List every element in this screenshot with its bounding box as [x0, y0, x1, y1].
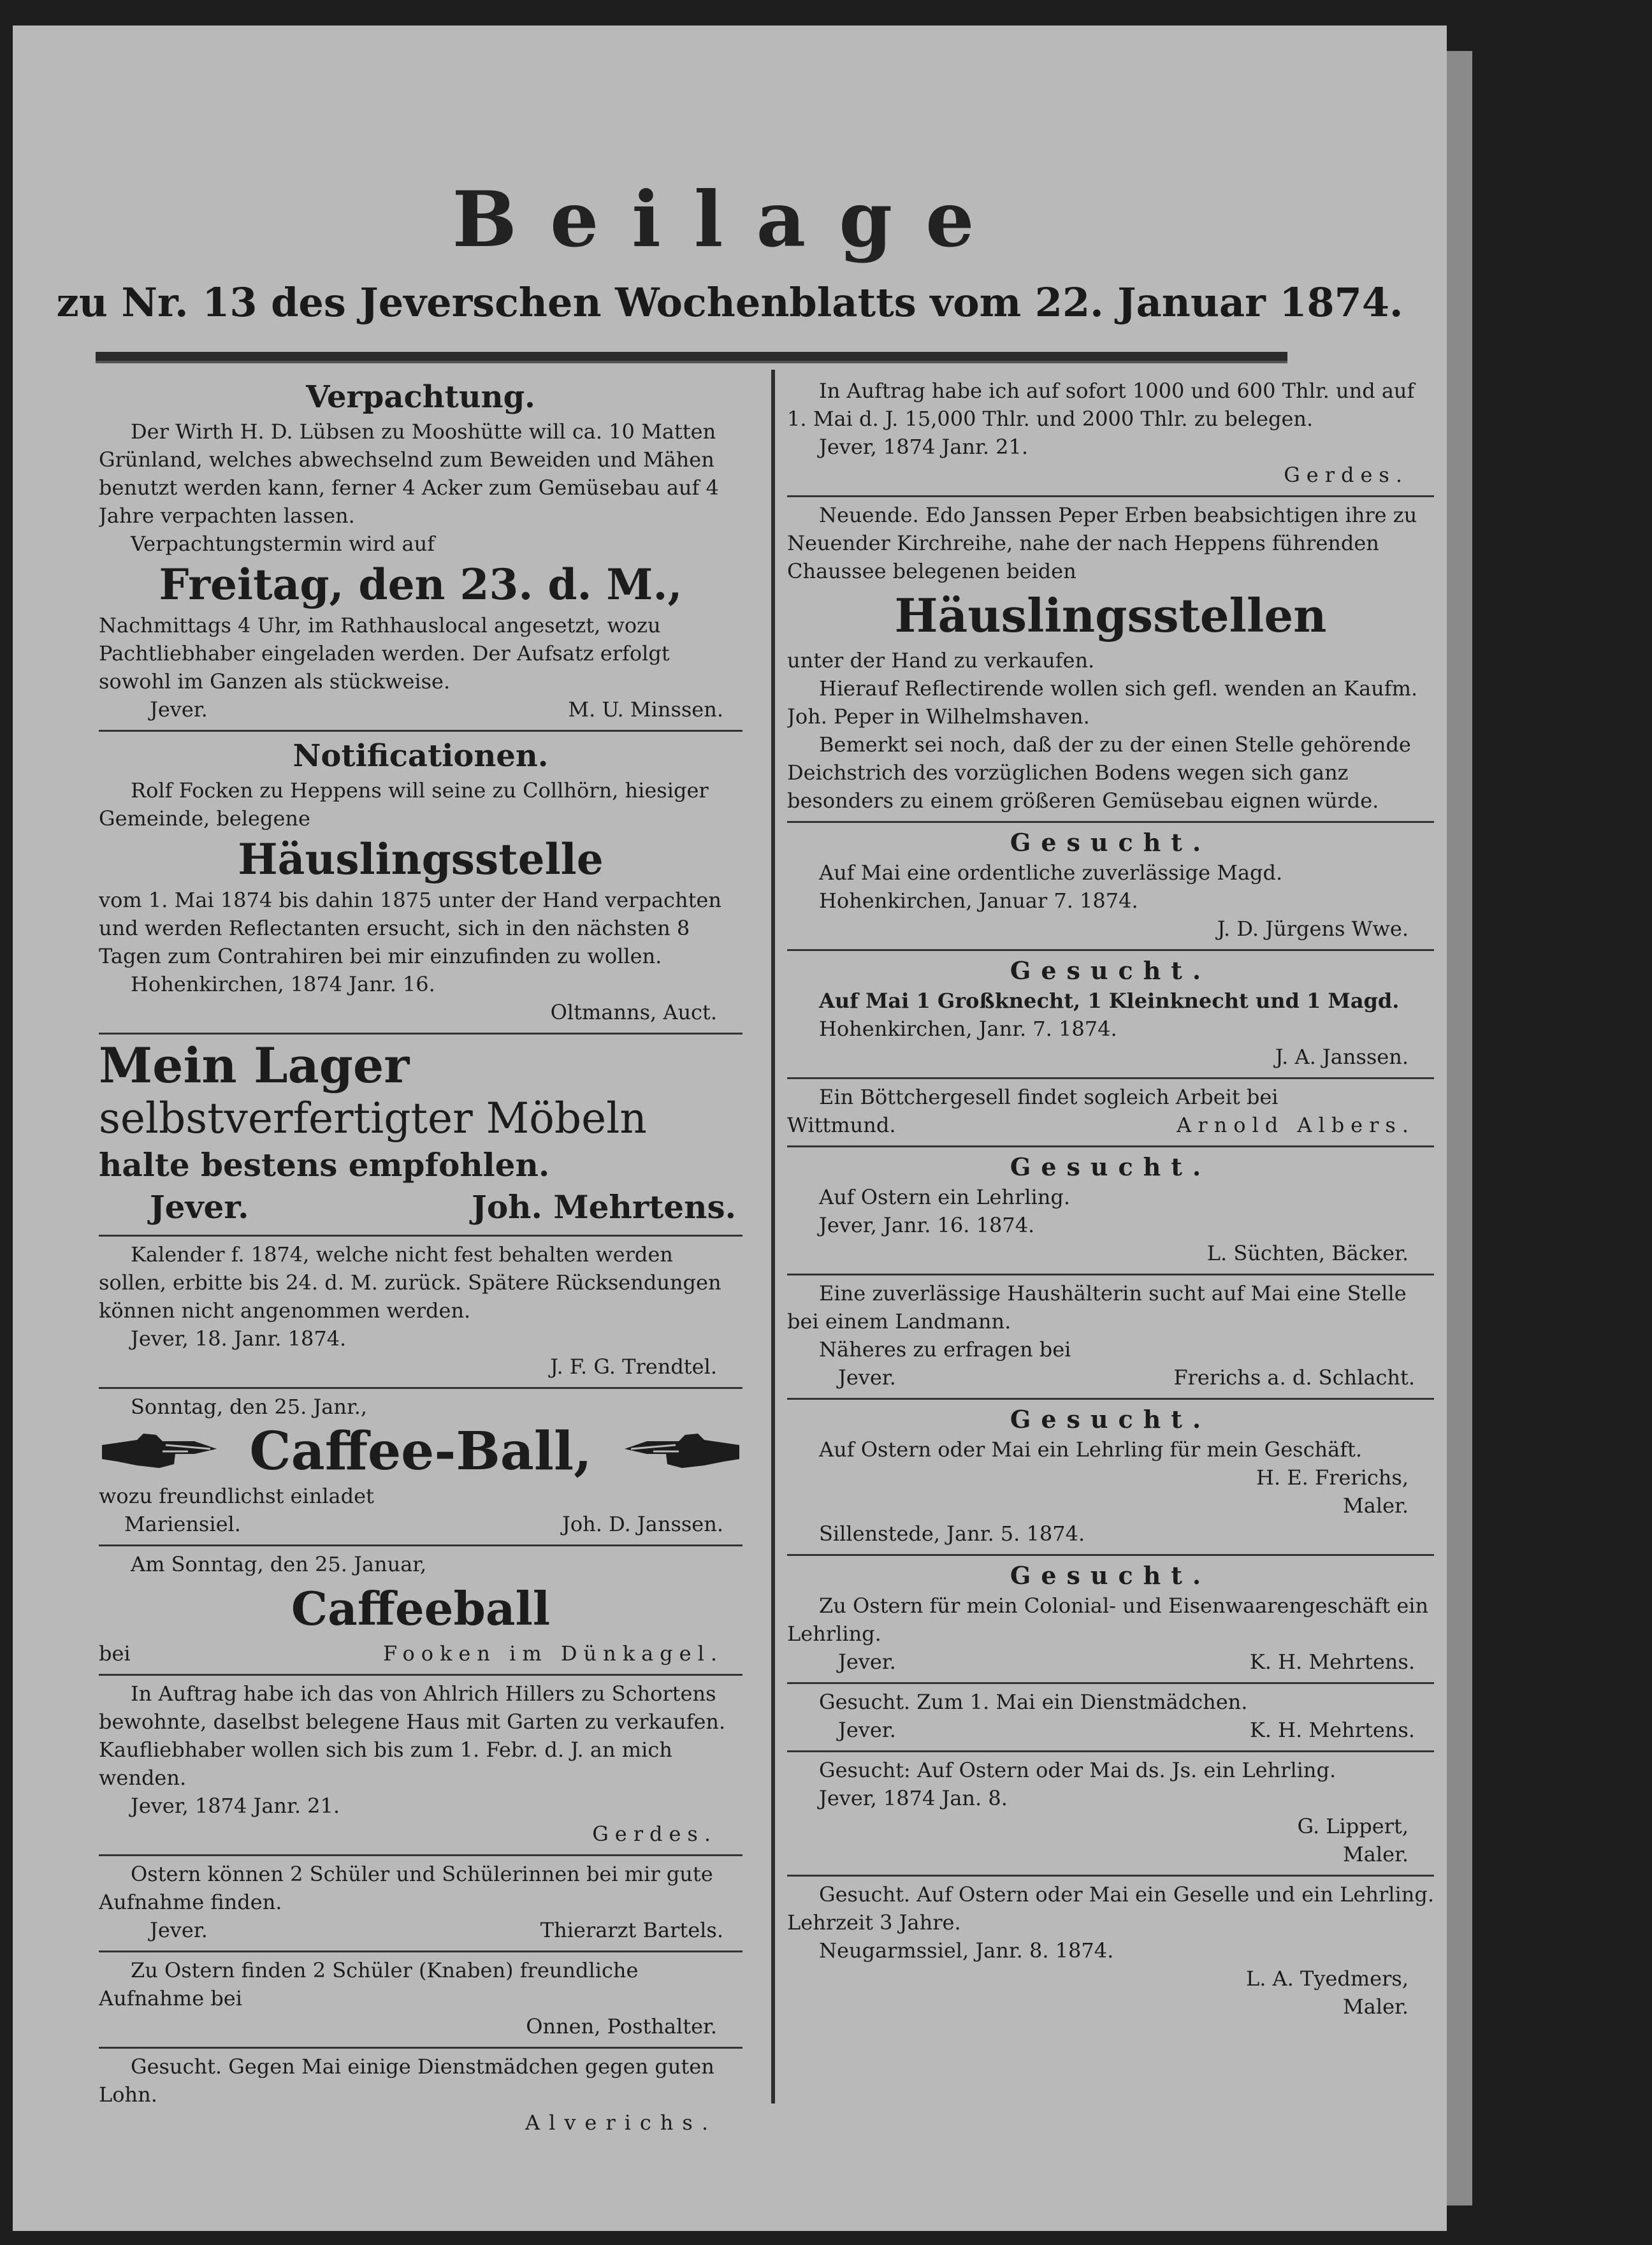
- ad-body: Zu Ostern für mein Colonial- und Eisenwaarengeschäft ein Lehrling.: [787, 1594, 1429, 1646]
- ad-place-date: Hohenkirchen, Janr. 7. 1874.: [819, 1017, 1117, 1041]
- ad-haus: [99, 1676, 743, 1856]
- ad-signer: L. A. Tyedmers,: [1245, 1966, 1409, 1991]
- ad-body: Rolf Focken zu Heppens will seine zu Collhörn, hiesiger Gemeinde, belegene: [99, 778, 709, 831]
- ad-heading: Gesucht.: [1010, 1561, 1212, 1590]
- ad-schueler-onnen: [99, 1952, 743, 2049]
- ad-big-heading: Häuslingsstelle: [238, 834, 604, 884]
- ad-dienstmaedchen: [99, 2049, 743, 2143]
- ad-furniture-line1: Mein Lager: [99, 1037, 410, 1094]
- ad-heading: Gesucht.: [1010, 1152, 1212, 1181]
- ad-body: Näheres zu erfragen bei: [819, 1337, 1071, 1362]
- ad-heading: Gesucht.: [1010, 828, 1212, 857]
- ad-magd: [787, 823, 1434, 951]
- ad-place: Jever.: [838, 1718, 896, 1742]
- ad-tyedmers: [787, 1877, 1434, 2027]
- ad-place-date: Sillenstede, Janr. 5. 1874.: [819, 1522, 1085, 1546]
- ad-body: Ostern können 2 Schüler und Schülerinnen bei mir gute Aufnahme finden.: [99, 1862, 713, 1914]
- ad-signer: J. A. Janssen.: [1275, 1045, 1409, 1069]
- ad-body: Neuende. Edo Janssen Peper Erben beabsichtigen ihre zu Neuender Kirchreihe, nahe der nach Heppens führenden Chaussee belegenen beiden: [787, 503, 1417, 583]
- right-column: [787, 373, 1434, 2221]
- ad-body: In Auftrag habe ich auf sofort 1000 und 600 Thlr. und auf 1. Mai d. J. 15,000 Thlr. und 2000 Thlr. zu belegen.: [787, 379, 1415, 431]
- pointing-hand-left-icon: [621, 1426, 743, 1477]
- ad-bei: bei: [99, 1641, 131, 1666]
- ad-signer: Oltmanns, Auct.: [550, 1000, 717, 1024]
- ad-body: Verpachtungstermin wird auf: [131, 532, 435, 556]
- ad-big-heading: Häuslingsstellen: [894, 588, 1327, 643]
- ad-signer: Thierarzt Bartels.: [540, 1918, 723, 1942]
- masthead-subtitle: zu Nr. 13 des Jeverschen Wochenblatts vom 22. Januar 1874.: [56, 279, 1403, 326]
- ad-body: wozu freundlichst einladet: [99, 1484, 374, 1508]
- ad-place-date: Jever, 1874 Janr. 21.: [131, 1794, 340, 1818]
- ad-signer: J. F. G. Trendtel.: [550, 1355, 717, 1379]
- ad-place-date: Hohenkirchen, Januar 7. 1874.: [819, 889, 1138, 913]
- ad-signer: Frerichs a. d. Schlacht.: [1173, 1365, 1415, 1390]
- column-divider: [771, 370, 775, 2103]
- masthead-title: Beilage: [452, 175, 1008, 265]
- ad-body: vom 1. Mai 1874 bis dahin 1875 unter der Hand verpachten und werden Reflectanten ersucht, sich in den nächsten 8 Tagen zum Contrahiren bei mir einzufinden zu wollen.: [99, 888, 721, 968]
- page-edge: [1447, 51, 1472, 2205]
- ad-signer: K. H. Mehrtens.: [1249, 1650, 1415, 1674]
- ad-place-date: Jever, 18. Janr. 1874.: [131, 1326, 347, 1351]
- ad-caffee-ball-title: Caffee-Ball,: [249, 1421, 592, 1482]
- ad-knecht: [787, 951, 1434, 1079]
- ad-maler-frerichs: [787, 1400, 1434, 1556]
- ad-body: Eine zuverlässige Haushälterin sucht auf Mai eine Stelle bei einem Landmann.: [787, 1281, 1407, 1333]
- ad-body: unter der Hand zu verkaufen.: [787, 648, 1095, 672]
- ad-moebel: [99, 1035, 743, 1237]
- ad-place-date: Jever, 1874 Jan. 8.: [819, 1786, 1008, 1810]
- ad-signer: Onnen, Posthalter.: [526, 2014, 717, 2038]
- ad-signer-title: Maler.: [1343, 1493, 1409, 1518]
- ad-place: Jever.: [150, 1188, 249, 1226]
- ad-caffeeball-title: Caffeeball: [291, 1581, 551, 1636]
- ad-date-heading: Freitag, den 23. d. M.,: [159, 560, 683, 609]
- ad-host: Fooken im Dünkagel.: [382, 1641, 723, 1666]
- ad-body: Nachmittags 4 Uhr, im Rathhauslocal angesetzt, wozu Pachtliebhaber eingeladen werden. Der Aufsatz erfolgt sowohl im Ganzen als stückweise.: [99, 613, 670, 694]
- ad-body: In Auftrag habe ich das von Ahlrich Hillers zu Schortens bewohnte, daselbst belegene Haus mit Garten zu verkaufen. Kaufliebhaber wollen sich bis zum 1. Febr. d. J. an mich wenden.: [99, 1682, 726, 1790]
- ad-colonial: [787, 1556, 1434, 1684]
- ad-signer: G. Lippert,: [1297, 1814, 1409, 1838]
- newspaper-page: [13, 25, 1447, 2231]
- ad-place-date: Hohenkirchen, 1874 Janr. 16.: [131, 972, 435, 996]
- ad-kalender: [99, 1237, 743, 1389]
- ad-signer: J. D. Jürgens Wwe.: [1217, 917, 1409, 941]
- ad-body: Bemerkt sei noch, daß der zu der einen Stelle gehörende Deichstrich des vorzüglichen Bodens wegen sich ganz besonders zu einem größeren Gemüsebau eignen würde.: [787, 732, 1411, 813]
- ad-body: Gesucht. Gegen Mai einige Dienstmädchen gegen guten Lohn.: [99, 2054, 714, 2107]
- ad-signer: Alverichs.: [525, 2111, 717, 2135]
- ad-date: Am Sonntag, den 25. Januar,: [131, 1552, 427, 1576]
- ad-place-date: Jever, 1874 Janr. 21.: [819, 435, 1029, 459]
- ad-place: Jever.: [150, 1918, 208, 1942]
- ad-body: Der Wirth H. D. Lübsen zu Mooshütte will ca. 10 Matten Grünland, welches abwechselnd zum Beweiden und Mähen benutzt werden kann, ferner 4 Acker zum Gemüsebau auf 4 Jahre verpachten lassen.: [99, 419, 719, 528]
- ad-place: Jever.: [838, 1365, 896, 1390]
- ad-signer: Joh. Mehrtens.: [472, 1188, 736, 1226]
- ad-lippert: [787, 1752, 1434, 1877]
- ad-body: Auf Mai 1 Großknecht, 1 Kleinknecht und 1 Magd.: [819, 989, 1400, 1013]
- left-column: [99, 373, 743, 2221]
- ad-body: Gesucht. Auf Ostern oder Mai ein Geselle und ein Lehrling. Lehrzeit 3 Jahre.: [787, 1882, 1434, 1935]
- ad-signer: K. H. Mehrtens.: [1249, 1718, 1415, 1742]
- ad-notificationen: [99, 732, 743, 1035]
- ad-body: Gesucht. Zum 1. Mai ein Dienstmädchen.: [819, 1690, 1248, 1714]
- ad-date: Sonntag, den 25. Janr.,: [131, 1395, 368, 1419]
- ad-body: Auf Ostern ein Lehrling.: [819, 1185, 1071, 1209]
- ad-body: Ein Böttchergesell findet sogleich Arbeit bei: [819, 1085, 1279, 1109]
- ad-signer: M. U. Minssen.: [568, 697, 723, 722]
- masthead-rule: [96, 352, 1287, 363]
- ad-signer-title: Maler.: [1343, 1994, 1409, 2019]
- ad-haushaelterin: [787, 1275, 1434, 1400]
- pointing-hand-right-icon: [99, 1426, 220, 1477]
- ad-body: Gesucht: Auf Ostern oder Mai ds. Js. ein Lehrling.: [819, 1758, 1337, 1782]
- ad-signer: H. E. Frerichs,: [1256, 1465, 1409, 1490]
- ad-furniture-line2: selbstverfertigter Möbeln: [99, 1094, 647, 1143]
- ad-body: Zu Ostern finden 2 Schüler (Knaben) freundliche Aufnahme bei: [99, 1958, 639, 2010]
- ad-heading: Gesucht.: [1010, 1405, 1212, 1434]
- ad-signer-title: Maler.: [1343, 1842, 1409, 1866]
- ad-title: Verpachtung.: [306, 379, 535, 415]
- ad-dienstmaedchen-mehrtens: [787, 1684, 1434, 1752]
- ad-signer: Gerdes.: [592, 1822, 717, 1846]
- ad-signer: L. Süchten, Bäcker.: [1206, 1241, 1409, 1265]
- ad-furniture-line3: halte bestens empfohlen.: [99, 1146, 550, 1184]
- ad-body: Kalender f. 1874, welche nicht fest behalten werden sollen, erbitte bis 24. d. M. zurück. Spätere Rücksendungen können nicht angenommen werden.: [99, 1242, 721, 1323]
- ad-geld: [787, 373, 1434, 497]
- masthead: [13, 172, 1447, 331]
- ad-place: Jever.: [150, 697, 208, 722]
- ad-place-date: Jever, Janr. 16. 1874.: [819, 1213, 1035, 1237]
- ad-signer: Arnold Albers.: [1177, 1113, 1415, 1137]
- ad-body: Auf Ostern oder Mai ein Lehrling für mein Geschäft.: [819, 1437, 1363, 1462]
- ad-signer: Gerdes.: [1284, 463, 1409, 487]
- ad-signer: Joh. D. Janssen.: [562, 1512, 723, 1536]
- ad-place-date: Neugarmssiel, Janr. 8. 1874.: [819, 1938, 1114, 1963]
- ad-place: Wittmund.: [787, 1113, 896, 1137]
- ad-verpachtung: [99, 373, 743, 732]
- ad-place: Mariensiel.: [124, 1512, 241, 1536]
- ad-place: Jever.: [838, 1650, 896, 1674]
- ad-body: Hierauf Reflectirende wollen sich gefl. wenden an Kaufm. Joh. Peper in Wilhelmshaven.: [787, 676, 1418, 729]
- ad-boettcher: [787, 1079, 1434, 1147]
- ad-body: Auf Mai eine ordentliche zuverlässige Magd.: [819, 861, 1283, 885]
- ad-caffeeball-fooken: [99, 1546, 743, 1676]
- ad-baecker: [787, 1147, 1434, 1275]
- ad-heading: Gesucht.: [1010, 956, 1212, 985]
- ad-caffee-ball: [99, 1389, 743, 1546]
- ad-title: Notificationen.: [293, 738, 549, 774]
- ad-haeuslingsstellen: [787, 497, 1434, 823]
- ad-schueler-bartels: [99, 1856, 743, 1952]
